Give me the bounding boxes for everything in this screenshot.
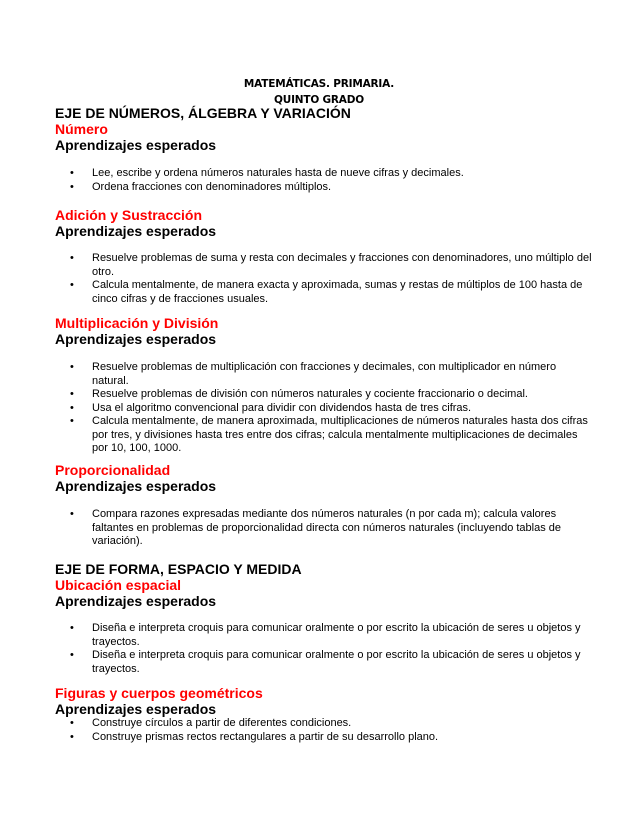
bullet-icon: • [70,279,74,291]
expected-learning-heading: Aprendizajes esperados [55,223,217,239]
bullet-icon: • [70,361,74,373]
expected-learning-heading: Aprendizajes esperados [55,478,217,494]
learning-list [55,361,595,456]
section-title-proporcionalidad: Proporcionalidad [55,462,171,478]
list-item: • Compara razones expresadas mediante dos números naturales (n por cada m); calcula valores faltantes en problemas de proporcionalidad directa con números naturales (incluyendo tablas de variación). [70,508,562,547]
section-title-numero: Número [55,121,108,137]
list-item: • Diseña e interpreta croquis para comunicar oralmente o por escrito la ubicación de seres u objetos y trayectos. [70,649,581,675]
bullet-icon: • [70,717,74,729]
list-item: • Usa el algoritmo convencional para dividir con dividendos hasta de tres cifras. [70,401,472,414]
section-title-ubicacion: Ubicación espacial [55,577,182,593]
section-title-figuras: Figuras y cuerpos geométricos [55,685,263,701]
expected-learning-heading: Aprendizajes esperados [55,137,217,153]
learning-list [55,717,595,744]
bullet-icon: • [70,388,74,400]
list-item: • Construye prismas rectos rectangulares a partir de su desarrollo plano. [70,730,439,743]
bullet-icon: • [70,508,74,520]
bullet-icon: • [70,622,74,634]
expected-learning-heading: Aprendizajes esperados [55,593,217,609]
learning-list [55,167,595,194]
list-item: • Diseña e interpreta croquis para comunicar oralmente o por escrito la ubicación de seres u objetos y trayectos. [70,622,581,648]
bullet-icon: • [70,401,74,414]
learning-list [55,508,595,549]
expected-learning-heading: Aprendizajes esperados [55,701,217,717]
expected-learning-heading: Aprendizajes esperados [55,331,217,347]
list-item: • Calcula mentalmente, de manera aproximada, multiplicaciones de números naturales hasta dos cifras por tres, y divisiones hasta tres entre dos cifras; calcula mentalmente multiplicaciones de decimales por 10, 100, 1000. [70,415,588,454]
list-item: • Calcula mentalmente, de manera exacta y aproximada, sumas y restas de múltiplos de 100 hasta de cinco cifras y de fracciones usuales. [70,279,583,305]
learning-list [55,252,595,306]
axis-title-numeros: EJE DE NÚMEROS, ÁLGEBRA Y VARIACIÓN [55,105,351,121]
list-item: • Resuelve problemas de suma y resta con decimales y fracciones con denominadores, uno múltiplo del otro. [70,252,592,278]
section-title-multiplicacion: Multiplicación y División [55,315,219,331]
list-item: • Construye círculos a partir de diferentes condiciones. [70,717,352,729]
bullet-icon: • [70,415,74,427]
list-item: • Resuelve problemas de multiplicación con fracciones y decimales, con multiplicador en número natural. [70,361,557,387]
header-subject: MATEMÁTICAS. PRIMARIA. [243,78,395,90]
list-item: • Lee, escribe y ordena números naturales hasta de nueve cifras y decimales. [70,167,464,179]
list-item: • Resuelve problemas de división con números naturales y cociente fraccionario o decimal. [70,388,528,400]
bullet-icon: • [70,167,74,179]
axis-title-forma: EJE DE FORMA, ESPACIO Y MEDIDA [55,561,302,577]
bullet-icon: • [70,649,74,661]
list-item: • Ordena fracciones con denominadores múltiplos. [70,180,332,193]
bullet-icon: • [70,180,74,193]
bullet-icon: • [70,730,74,743]
bullet-icon: • [70,252,74,264]
section-title-adicion: Adición y Sustracción [55,207,203,223]
learning-list [55,622,595,676]
header-grade: QUINTO GRADO [274,94,364,106]
